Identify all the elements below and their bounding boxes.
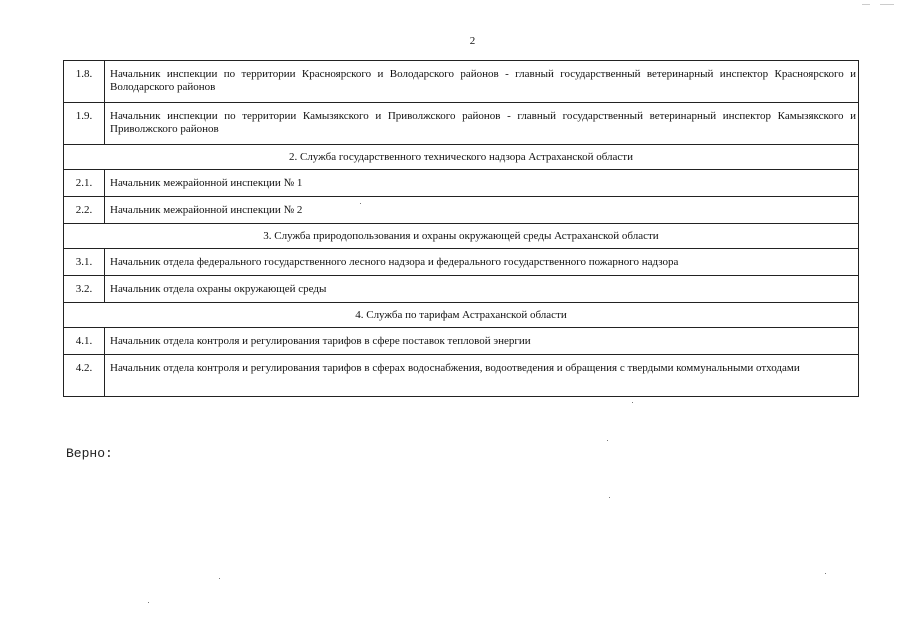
table-row xyxy=(64,355,859,397)
row-number: 2.2. xyxy=(64,197,105,224)
positions-table xyxy=(63,60,859,397)
row-text: Начальник отдела охраны окружающей среды xyxy=(105,276,859,303)
row-text: Начальник отдела контроля и регулирования тарифов в сфере поставок тепловой энергии xyxy=(105,328,859,355)
section-row xyxy=(64,145,859,170)
row-text: Начальник инспекции по территории Красноярского и Володарского районов - главный государственный ветеринарный инспектор Красноярского и Володарского районов xyxy=(105,61,859,103)
scan-speck xyxy=(360,203,361,204)
section-heading: 2. Служба государственного технического надзора Астраханской области xyxy=(64,145,859,170)
row-text: Начальник отдела федерального государственного лесного надзора и федерального государственного пожарного надзора xyxy=(105,249,859,276)
verify-label: Верно: xyxy=(66,446,113,461)
row-number: 3.1. xyxy=(64,249,105,276)
section-row xyxy=(64,303,859,328)
row-number: 1.8. xyxy=(64,61,105,103)
table-row xyxy=(64,249,859,276)
scan-speck xyxy=(607,440,608,441)
page-number: 2 xyxy=(469,35,476,47)
table-row xyxy=(64,328,859,355)
row-number: 2.1. xyxy=(64,170,105,197)
scan-mark xyxy=(880,4,894,5)
row-text: Начальник инспекции по территории Камызякского и Приволжского районов - главный государственный ветеринарный инспектор Камызякского и Приволжского районов xyxy=(105,103,859,145)
table-row xyxy=(64,103,859,145)
table-row xyxy=(64,170,859,197)
row-number: 1.9. xyxy=(64,103,105,145)
scan-mark xyxy=(862,4,870,5)
table-row xyxy=(64,276,859,303)
scan-speck xyxy=(148,602,149,603)
scan-speck xyxy=(219,578,220,579)
row-text: Начальник межрайонной инспекции № 1 xyxy=(105,170,859,197)
section-heading: 3. Служба природопользования и охраны окружающей среды Астраханской области xyxy=(64,224,859,249)
scan-speck xyxy=(632,402,633,403)
row-number: 3.2. xyxy=(64,276,105,303)
table-row xyxy=(64,61,859,103)
row-number: 4.2. xyxy=(64,355,105,397)
scan-speck xyxy=(825,573,826,574)
section-row xyxy=(64,224,859,249)
table-row xyxy=(64,197,859,224)
row-text: Начальник межрайонной инспекции № 2 xyxy=(105,197,859,224)
row-text: Начальник отдела контроля и регулирования тарифов в сферах водоснабжения, водоотведения и обращения с твердыми коммунальными отходами xyxy=(105,355,859,397)
row-number: 4.1. xyxy=(64,328,105,355)
scan-speck xyxy=(609,497,610,498)
section-heading: 4. Служба по тарифам Астраханской области xyxy=(64,303,859,328)
